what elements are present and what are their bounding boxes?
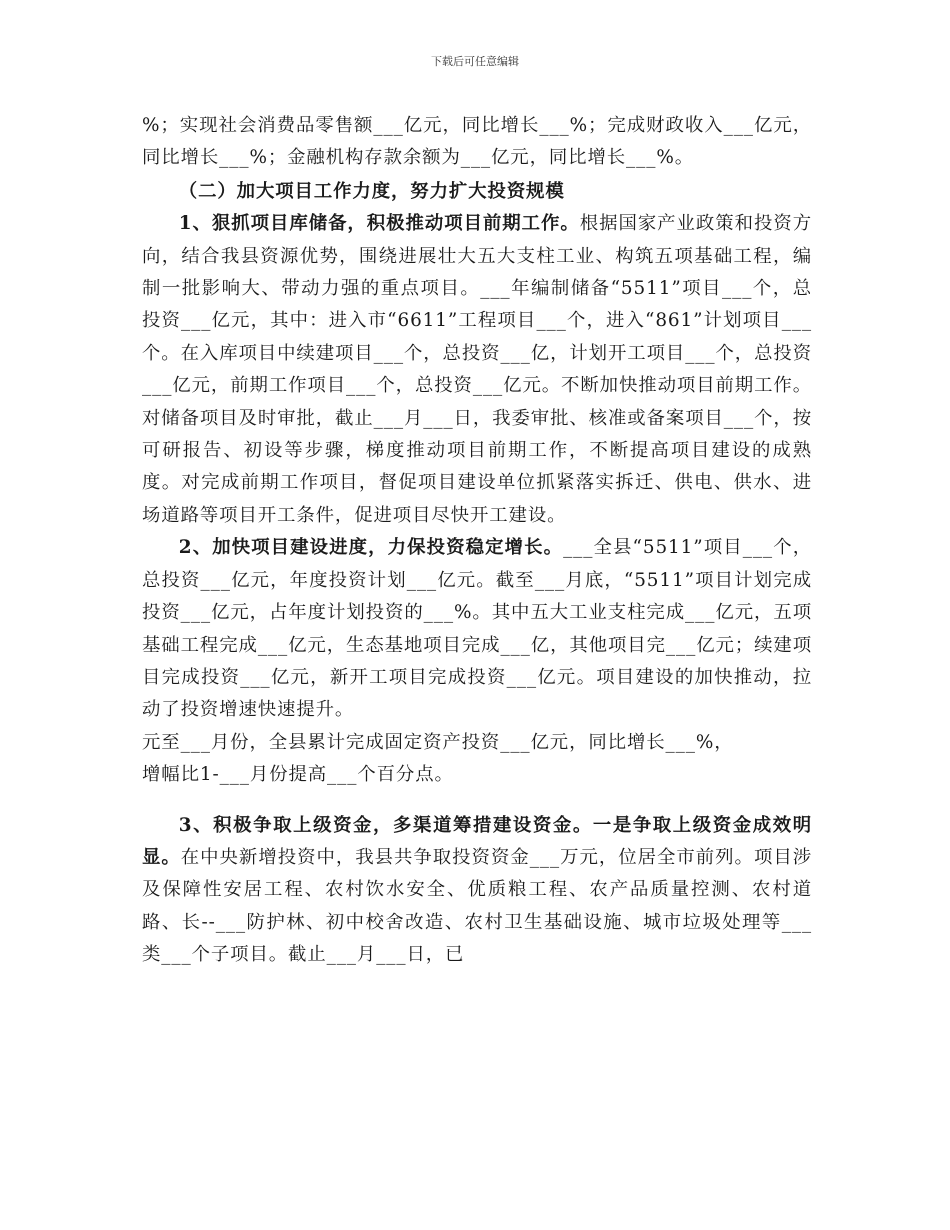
paragraph-3-text: 在中央新增投资中，我县共争取投资资金___万元，位居全市前列。项目涉及保障性安居工程、农村饮水安全、优质粮工程、农产品质量控测、农村道路、长--___防护林、初中校舍改造、农村卫生基础设施、城市垃圾处理等___类___个子项目。截止___月___日，已 — [142, 846, 812, 966]
section-heading: （二）加大项目工作力度，努力扩大投资规模 — [178, 180, 565, 202]
paragraph-2-heading: 2、加快项目建设进度，力保投资稳定增长。 — [178, 537, 564, 559]
paragraph-3-heading: 3、积极争取上级资金，多渠道筹措建设资金。一是争取上级资金成效明显。 — [142, 814, 812, 868]
paragraph-2 — [142, 532, 812, 726]
paragraph-2-tail-1: 元至___月份，全县累计完成固定资产投资___亿元，同比增长___%， — [142, 731, 734, 753]
paragraph-1-heading: 1、狠抓项目库储备，积极推动项目前期工作。 — [178, 213, 580, 235]
document-body — [142, 110, 812, 972]
paragraph-3 — [142, 810, 812, 972]
page-header: 下载后可任意编辑 — [431, 55, 519, 68]
paragraph-1-text: 根据国家产业政策和投资方向，结合我县资源优势，围绕进展壮大五大支柱工业、构筑五项基础工程，编制一批影响大、带动力强的重点项目。___年编制储备“5511”项目___个，总投资___亿元，其中：进入市“6611”工程项目___个，进入“861”计划项目___个。在入库项目中续建项目___个，总投资___亿，计划开工项目___个，总投资___亿元，前期工作项目___个，总投资___亿元。不断加快推动项目前期工作。对储备项目及时审批，截止___月___日，我委审批、核准或备案项目___个，按可研报告、初设等步骤，梯度推动项目前期工作，不断提高项目建设的成熟度。对完成前期工作项目，督促项目建设单位抓紧落实拆迁、供电、供水、进场道路等项目开工条件，促进项目尽快开工建设。 — [142, 213, 812, 526]
paragraph-1 — [142, 208, 812, 532]
paragraph-2-tail-2: 增幅比1-___月份提高___个百分点。 — [142, 764, 454, 786]
paragraph-2-text: ___全县“5511”项目___个，总投资___亿元，年度投资计划___亿元。截至___月底，“5511”项目计划完成投资___亿元，占年度计划投资的___%。其中五大工业支柱完成___亿元，五项基础工程完成___亿元，生态基地项目完成___亿，其他项目完___亿元；续建项目完成投资___亿元，新开工项目完成投资___亿元。项目建设的加快推动，拉动了投资增速快速提升。 — [142, 537, 813, 721]
paragraph-continued: %；实现社会消费品零售额___亿元，同比增长___%；完成财政收入___亿元，同比增长___%；金融机构存款余额为___亿元，同比增长___%。 — [142, 115, 812, 169]
